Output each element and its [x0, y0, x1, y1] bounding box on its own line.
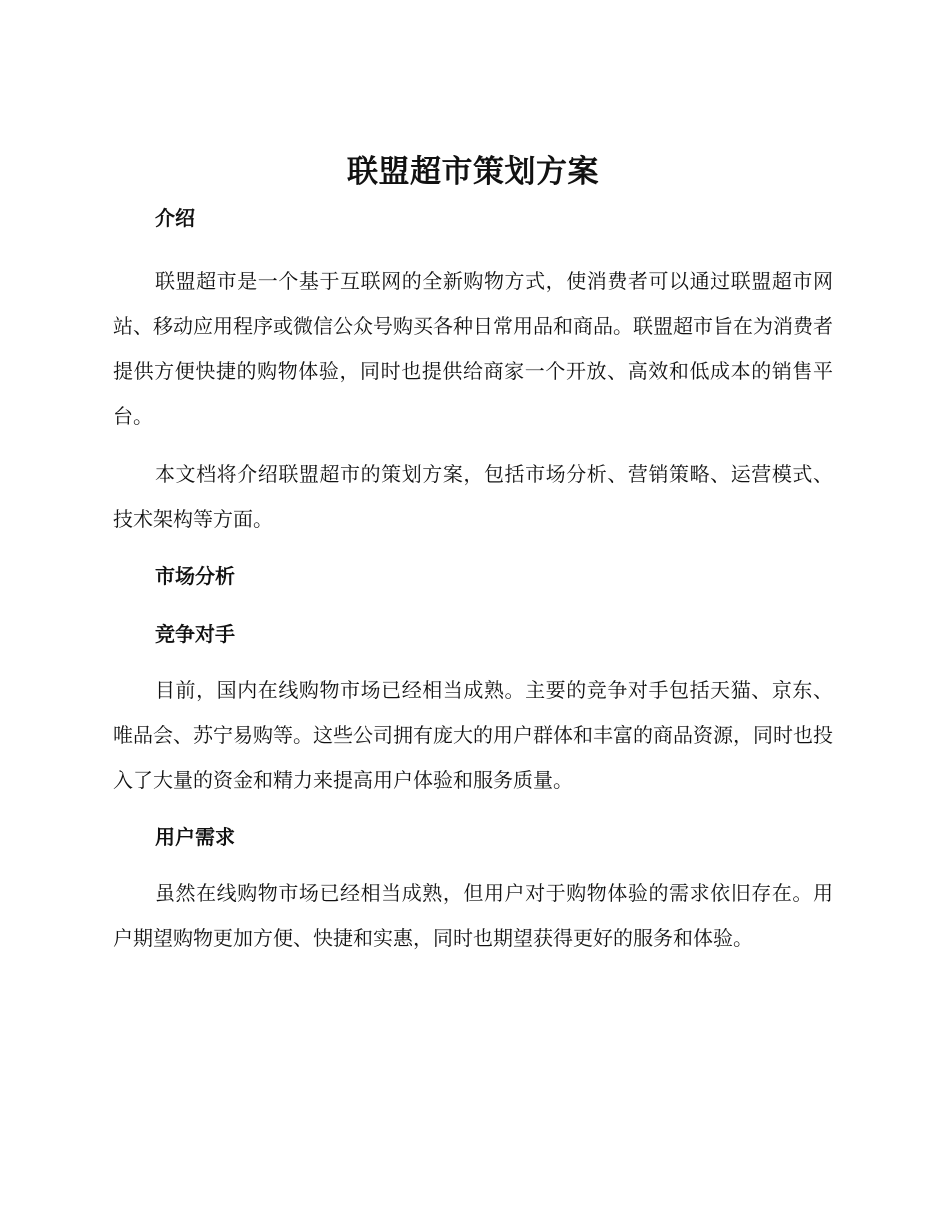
section-heading-user-needs: 用户需求 [155, 825, 235, 849]
intro-paragraph-1: 联盟超市是一个基于互联网的全新购物方式，使消费者可以通过联盟超市网站、移动应用程序或微信公众号购买各种日常用品和商品。联盟超市旨在为消费者提供方便快捷的购物体验，同时也提供给商家一个开放、高效和低成本的销售平台。 [113, 269, 833, 428]
section-heading-intro: 介绍 [155, 206, 195, 230]
document-title: 联盟超市策划方案 [347, 154, 599, 190]
section-heading-competitors: 竞争对手 [155, 622, 235, 646]
competitors-paragraph: 目前，国内在线购物市场已经相当成熟。主要的竞争对手包括天猫、京东、唯品会、苏宁易购等。这些公司拥有庞大的用户群体和丰富的商品资源，同时也投入了大量的资金和精力来提高用户体验和服务质量。 [113, 678, 833, 792]
user-needs-paragraph: 虽然在线购物市场已经相当成熟，但用户对于购物体验的需求依旧存在。用户期望购物更加方便、快捷和实惠，同时也期望获得更好的服务和体验。 [113, 881, 833, 950]
intro-paragraph-2: 本文档将介绍联盟超市的策划方案，包括市场分析、营销策略、运营模式、技术架构等方面。 [113, 462, 833, 531]
section-heading-market-analysis: 市场分析 [155, 564, 235, 588]
